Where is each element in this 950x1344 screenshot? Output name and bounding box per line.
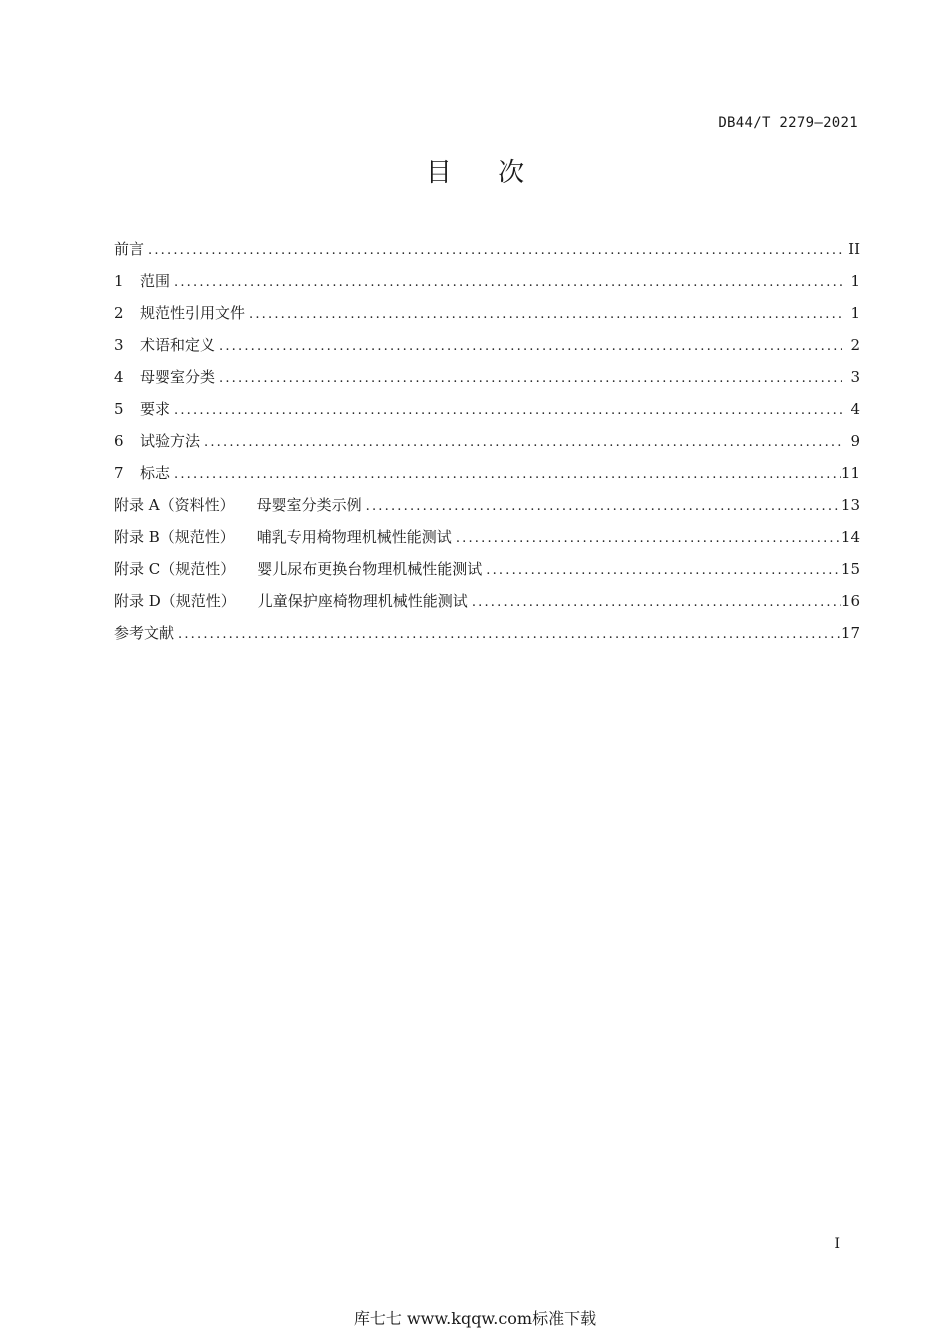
page-title: 目 次 xyxy=(425,158,525,188)
toc-label: 试验方法 xyxy=(140,432,201,450)
toc-entry-annex-d[interactable] xyxy=(114,590,860,622)
toc-label: 母婴室分类示例 xyxy=(256,496,362,514)
toc-entry-terms[interactable] xyxy=(114,334,860,366)
toc-entry-foreword[interactable] xyxy=(114,238,860,270)
toc-page: II xyxy=(848,240,860,258)
toc-label: 儿童保护座椅物理机械性能测试 xyxy=(257,592,468,610)
toc-leader xyxy=(362,499,841,514)
toc-label: 范围 xyxy=(140,272,171,290)
toc-label: 婴儿尿布更换台物理机械性能测试 xyxy=(257,560,483,578)
toc-number: 6 xyxy=(114,432,124,450)
page-number: I xyxy=(834,1236,840,1252)
footer-watermark: 库七七 www.kqqw.com标准下载 xyxy=(353,1309,597,1328)
toc-page: 11 xyxy=(840,464,860,482)
toc-label: 术语和定义 xyxy=(140,336,216,354)
toc-leader xyxy=(144,243,842,258)
toc-label: 规范性引用文件 xyxy=(140,304,246,322)
toc-entry-requirements[interactable] xyxy=(114,398,860,430)
toc-entry-test-methods[interactable] xyxy=(114,430,860,462)
toc-page: 1 xyxy=(850,304,860,322)
toc-page: 4 xyxy=(850,400,860,418)
toc-number: 2 xyxy=(114,304,124,322)
toc-leader xyxy=(215,371,842,386)
toc-number: 5 xyxy=(114,400,124,418)
toc-number: 3 xyxy=(114,336,124,354)
table-of-contents xyxy=(114,238,860,654)
standard-code: DB44/T 2279—2021 xyxy=(718,115,858,131)
toc-number: 7 xyxy=(114,464,124,482)
toc-entry-annex-b[interactable] xyxy=(114,526,860,558)
toc-page: 13 xyxy=(840,496,860,514)
toc-page: 15 xyxy=(840,560,860,578)
toc-page: 14 xyxy=(840,528,860,546)
toc-annex-prefix: 附录 D（规范性） xyxy=(114,592,236,610)
toc-page: 9 xyxy=(850,432,860,450)
toc-leader xyxy=(245,307,842,322)
toc-leader xyxy=(452,531,841,546)
toc-page: 1 xyxy=(850,272,860,290)
toc-number: 4 xyxy=(114,368,124,386)
toc-label: 前言 xyxy=(114,240,145,258)
toc-page: 2 xyxy=(850,336,860,354)
toc-label: 母婴室分类 xyxy=(140,368,216,386)
toc-entry-normative-references[interactable] xyxy=(114,302,860,334)
toc-page: 16 xyxy=(840,592,860,610)
toc-page: 17 xyxy=(840,624,860,642)
toc-label: 哺乳专用椅物理机械性能测试 xyxy=(256,528,452,546)
toc-annex-prefix: 附录 B（规范性） xyxy=(114,528,235,546)
toc-leader xyxy=(170,467,841,482)
toc-entry-bibliography[interactable] xyxy=(114,622,860,654)
toc-number: 1 xyxy=(114,272,124,290)
toc-entry-scope[interactable] xyxy=(114,270,860,302)
toc-label: 标志 xyxy=(140,464,171,482)
toc-entry-marking[interactable] xyxy=(114,462,860,494)
toc-label: 要求 xyxy=(140,400,171,418)
toc-annex-prefix: 附录 C（规范性） xyxy=(114,560,236,578)
toc-page: 3 xyxy=(850,368,860,386)
toc-leader xyxy=(170,275,842,290)
toc-leader xyxy=(174,627,841,642)
toc-leader xyxy=(468,595,841,610)
toc-entry-annex-c[interactable] xyxy=(114,558,860,590)
toc-leader xyxy=(215,339,842,354)
toc-leader xyxy=(170,403,842,418)
toc-leader xyxy=(200,435,842,450)
toc-label: 参考文献 xyxy=(114,624,175,642)
toc-leader xyxy=(482,563,841,578)
toc-entry-classification[interactable] xyxy=(114,366,860,398)
toc-annex-prefix: 附录 A（资料性） xyxy=(114,496,235,514)
toc-entry-annex-a[interactable] xyxy=(114,494,860,526)
